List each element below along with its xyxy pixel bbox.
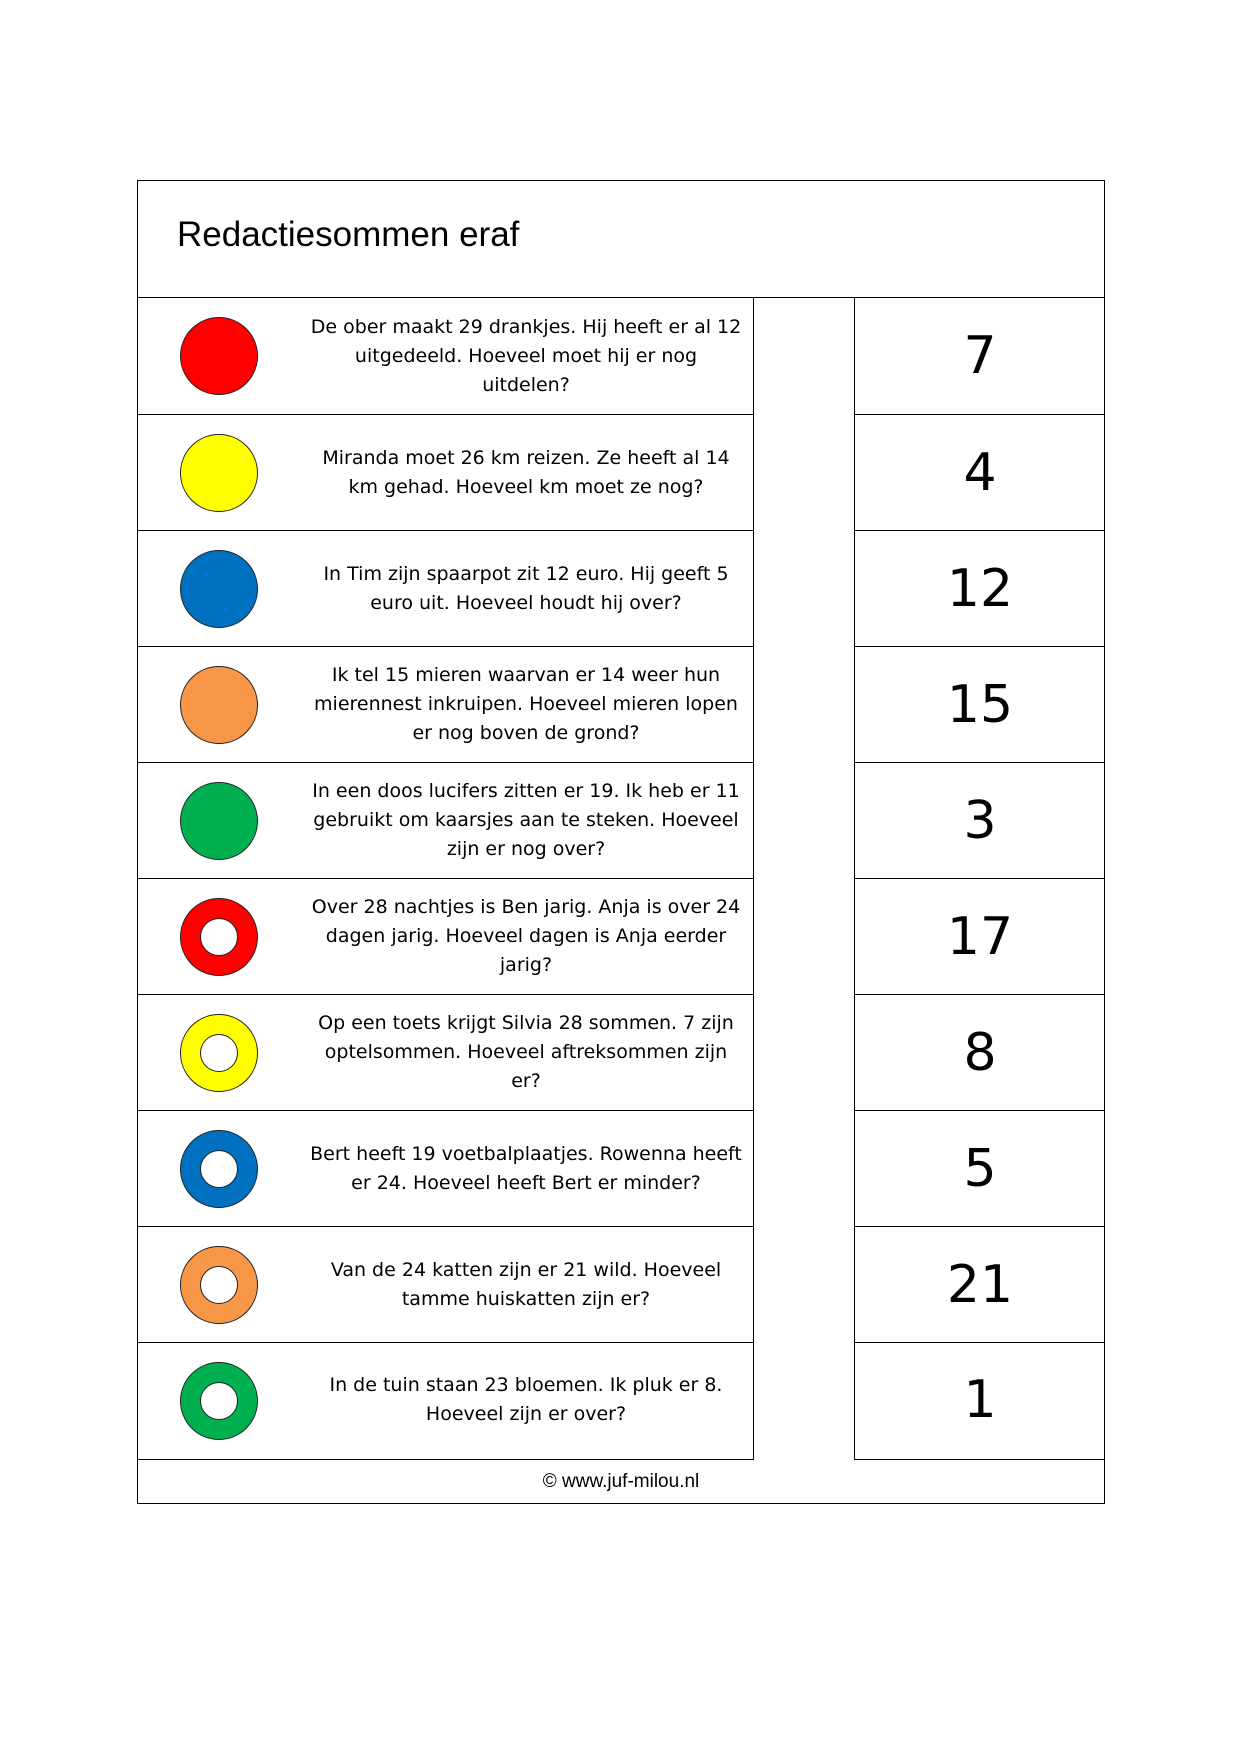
answer-cell: [855, 994, 1105, 1110]
question-text: In Tim zijn spaarpot zit 12 euro. Hij geeft 5 euro uit. Hoeveel houdt hij over?: [323, 562, 729, 614]
answer-number: 1: [963, 1370, 997, 1430]
question-row: [138, 1342, 753, 1457]
question-column: [137, 297, 754, 1460]
answer-cell: [855, 1110, 1105, 1226]
answer-number: 8: [963, 1022, 997, 1083]
answer-cell: [855, 646, 1105, 762]
answer-number: 12: [946, 558, 1014, 619]
question-row: [138, 1226, 753, 1342]
question-row: [138, 762, 753, 878]
worksheet-title: Redactiesommen eraf: [177, 215, 520, 254]
question-row: [138, 646, 753, 762]
color-ring-icon: [180, 1246, 258, 1324]
color-dot-icon: [180, 782, 258, 860]
answer-cell: [855, 762, 1105, 878]
question-row: [138, 414, 753, 530]
answer-cell: [855, 878, 1105, 994]
answer-cell: [855, 298, 1105, 414]
question-row: [138, 298, 753, 414]
answer-cell: [855, 1342, 1105, 1457]
question-text: In een doos lucifers zitten er 19. Ik heb er 11 gebruikt om kaarsjes aan te steken. Hoeveel zijn er nog over?: [312, 780, 740, 860]
question-row: [138, 994, 753, 1110]
answer-column: [854, 297, 1105, 1460]
question-row: [138, 1110, 753, 1226]
answer-number: 3: [963, 790, 997, 851]
question-text: Over 28 nachtjes is Ben jarig. Anja is over 24 dagen jarig. Hoeveel dagen is Anja eerder jarig?: [311, 896, 741, 976]
color-ring-icon: [180, 1130, 258, 1208]
answer-cell: [855, 530, 1105, 646]
question-row: [138, 878, 753, 994]
color-dot-icon: [180, 666, 258, 744]
question-text: In de tuin staan 23 bloemen. Ik pluk er 8. Hoeveel zijn er over?: [329, 1374, 723, 1425]
question-text: Miranda moet 26 km reizen. Ze heeft al 14 km gehad. Hoeveel km moet ze nog?: [322, 446, 730, 498]
color-ring-icon: [180, 898, 258, 976]
answer-number: 15: [946, 674, 1014, 735]
answer-cell: [855, 1226, 1105, 1342]
answer-number: 21: [946, 1254, 1014, 1315]
answer-cell: [855, 414, 1105, 530]
answer-number: 7: [963, 326, 997, 386]
color-ring-icon: [180, 1014, 258, 1092]
question-row: [138, 530, 753, 646]
question-text: Van de 24 katten zijn er 21 wild. Hoeveel tamme huiskatten zijn er?: [330, 1258, 722, 1310]
copyright-footer: © www.juf-milou.nl: [542, 1471, 700, 1492]
color-dot-icon: [180, 550, 258, 628]
question-text: Op een toets krijgt Silvia 28 sommen. 7 zijn optelsommen. Hoeveel aftreksommen zijn er?: [318, 1012, 734, 1092]
question-text: De ober maakt 29 drankjes. Hij heeft er al 12 uitgedeeld. Hoeveel moet hij er nog uitdelen?: [310, 315, 742, 396]
question-text: Ik tel 15 mieren waarvan er 14 weer hun mierennest inkruipen. Hoeveel mieren lopen er nog boven de grond?: [314, 664, 738, 744]
answer-number: 4: [963, 442, 997, 503]
answer-number: 5: [963, 1138, 997, 1199]
color-dot-icon: [180, 434, 258, 512]
worksheet: [137, 180, 1105, 1504]
color-dot-icon: [180, 317, 258, 395]
color-ring-icon: [180, 1362, 258, 1440]
question-text: Bert heeft 19 voetbalplaatjes. Rowenna heeft er 24. Hoeveel heeft Bert er minder?: [310, 1142, 742, 1194]
answer-number: 17: [946, 906, 1014, 967]
